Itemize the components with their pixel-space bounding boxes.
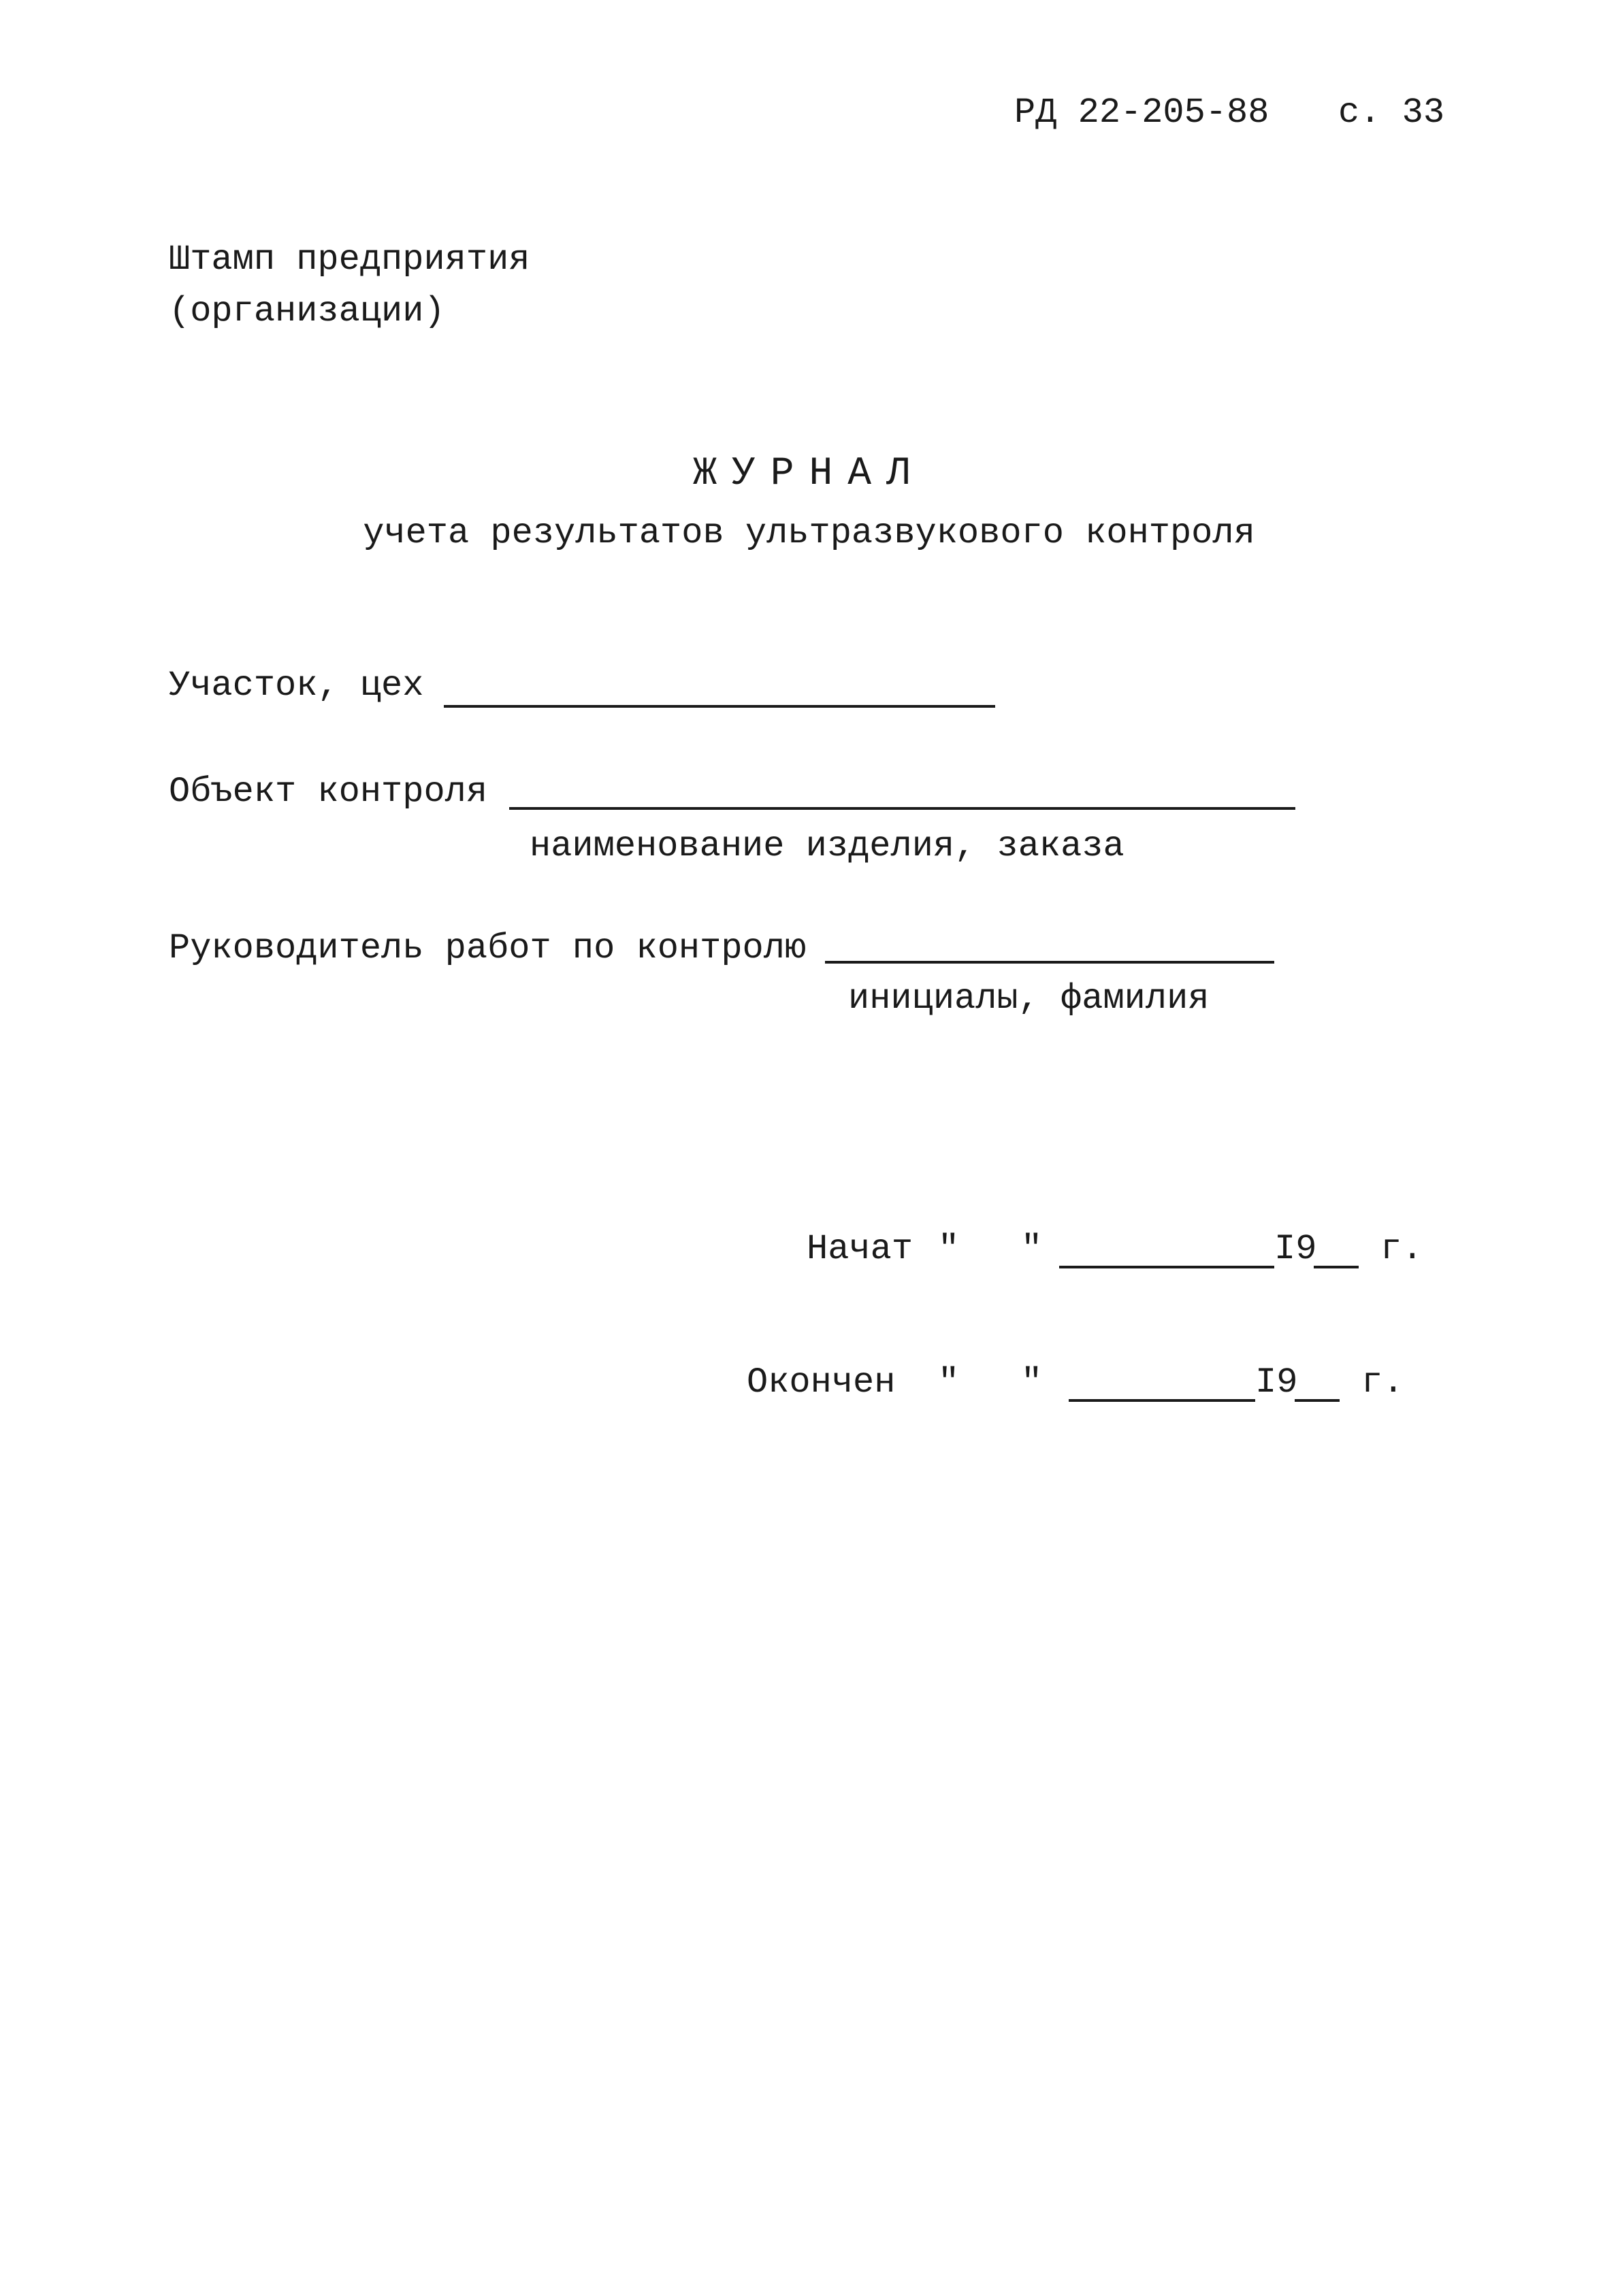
document-code: РД 22-205-88 — [1014, 93, 1269, 133]
end-date-quote-open: " — [938, 1362, 960, 1403]
end-date-year-line — [1295, 1399, 1340, 1402]
start-date-year-line — [1314, 1266, 1359, 1268]
object-field-label: Объект контроля — [169, 772, 488, 812]
end-date-year-prefix: I9 — [1255, 1362, 1298, 1403]
start-date-month-line — [1059, 1266, 1274, 1268]
object-field-line — [509, 807, 1295, 810]
start-date-quote-open: " — [938, 1229, 960, 1269]
end-date-year-suffix: г. — [1361, 1362, 1404, 1403]
start-date-year-prefix: I9 — [1274, 1229, 1317, 1269]
start-date-quote-close: " — [1021, 1229, 1043, 1269]
head-field-label: Руководитель работ по контролю — [169, 928, 807, 968]
page-title: ЖУРНАЛ — [693, 452, 925, 496]
stamp-label-org: (организации) — [169, 291, 445, 331]
object-field-caption: наименование изделия, заказа — [530, 826, 1124, 866]
page-subtitle: учета результатов ультразвукового контроля — [363, 513, 1255, 553]
end-date-label: Окончен — [747, 1362, 896, 1403]
page-number: с. 33 — [1338, 93, 1445, 133]
stamp-label: Штамп предприятия — [169, 240, 530, 280]
head-field-caption: инициалы, фамилия — [848, 979, 1210, 1019]
head-field-line — [825, 961, 1274, 964]
start-date-label: Начат — [807, 1229, 913, 1269]
end-date-quote-close: " — [1021, 1362, 1043, 1403]
end-date-month-line — [1069, 1399, 1255, 1402]
section-field-label: Участок, цех — [169, 666, 424, 706]
section-field-line — [444, 705, 995, 708]
start-date-year-suffix: г. — [1380, 1229, 1423, 1269]
